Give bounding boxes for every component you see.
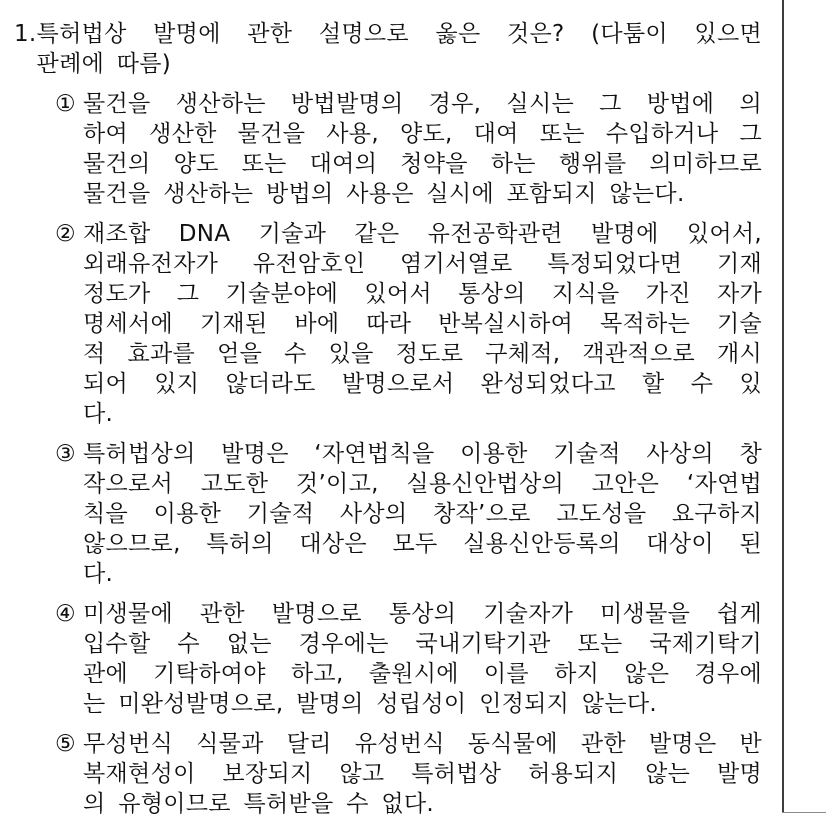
text-line: 복재현성이 보장되지 않고 특허법상 허용되지 않는 발명 [83, 761, 762, 787]
text-line: 적 효과를 얻을 수 있을 정도로 구체적, 객관적으로 개시 [83, 341, 762, 367]
options-list [55, 89, 762, 819]
option-3 [55, 439, 762, 589]
text-line: 않으므로, 특허의 대상은 모두 실용신안등록의 대상이 된 [83, 531, 762, 557]
text-line: 미생물에 관한 발명으로 통상의 기술자가 미생물을 쉽게 [83, 601, 762, 627]
option-1 [55, 89, 762, 209]
column-divider-line [782, 0, 784, 812]
text-line: 다. [83, 561, 114, 587]
question-title [37, 19, 762, 79]
question-title-line: 판례에 따름) [36, 51, 172, 77]
option-2-text [83, 219, 762, 429]
text-line: 다. [83, 401, 114, 427]
option-4-text [83, 599, 762, 719]
text-line: 특허법상의 발명은 ‘자연법칙을 이용한 기술적 사상의 창 [83, 441, 762, 467]
text-line: 명세서에 기재된 바에 따라 반복실시하여 목적하는 기술 [83, 311, 762, 337]
question-header [14, 19, 762, 79]
text-line: 물건의 양도 또는 대여의 청약을 하는 행위를 의미하므로 [83, 151, 762, 177]
text-line: 입수할 수 없는 경우에는 국내기탁기관 또는 국제기탁기 [83, 631, 762, 657]
text-line: 외래유전자가 유전암호인 염기서열로 특정되었다면 기재 [83, 251, 762, 277]
question-title-line: 특허법상 발명에 관한 설명으로 옳은 것은? (다툼이 있으면 [36, 21, 762, 47]
text-line: 정도가 그 기술분야에 있어서 통상의 지식을 가진 자가 [83, 281, 762, 307]
option-5-marker: ⑤ [55, 731, 76, 757]
text-line: 하여 생산한 물건을 사용, 양도, 대여 또는 수입하거나 그 [83, 121, 762, 147]
text-line: 의 유형이므로 특허받을 수 없다. [83, 791, 435, 817]
option-2-marker: ② [55, 221, 76, 247]
option-2 [55, 219, 762, 429]
option-1-marker: ① [55, 91, 76, 117]
text-line: 되어 있지 않더라도 발명으로서 완성되었다고 할 수 있 [83, 371, 762, 397]
question-number: 1. [14, 21, 37, 47]
text-line: 재조합 DNA 기술과 같은 유전공학관련 발명에 있어서, [83, 221, 762, 247]
option-4-marker: ④ [55, 601, 76, 627]
text-line: 물건을 생산하는 방법의 사용은 실시에 포함되지 않는다. [83, 181, 685, 207]
text-line: 무성번식 식물과 달리 유성번식 동식물에 관한 발명은 반 [83, 731, 762, 757]
question-block [14, 19, 762, 819]
text-line: 관에 기탁하여야 하고, 출원시에 이를 하지 않은 경우에 [83, 661, 762, 687]
option-5-text [83, 729, 762, 819]
text-line: 는 미완성발명으로, 발명의 성립성이 인정되지 않는다. [83, 691, 657, 717]
option-3-marker: ③ [55, 441, 76, 467]
text-line: 물건을 생산하는 방법발명의 경우, 실시는 그 방법에 의 [83, 91, 762, 117]
text-line: 칙을 이용한 기술적 사상의 창작’으로 고도성을 요구하지 [83, 501, 762, 527]
option-1-text [83, 89, 762, 209]
text-line: 작으로서 고도한 것’이고, 실용신안법상의 고안은 ‘자연법 [83, 471, 762, 497]
option-3-text [83, 439, 762, 589]
option-4 [55, 599, 762, 719]
option-5 [55, 729, 762, 819]
bottom-rule-line [782, 812, 826, 813]
